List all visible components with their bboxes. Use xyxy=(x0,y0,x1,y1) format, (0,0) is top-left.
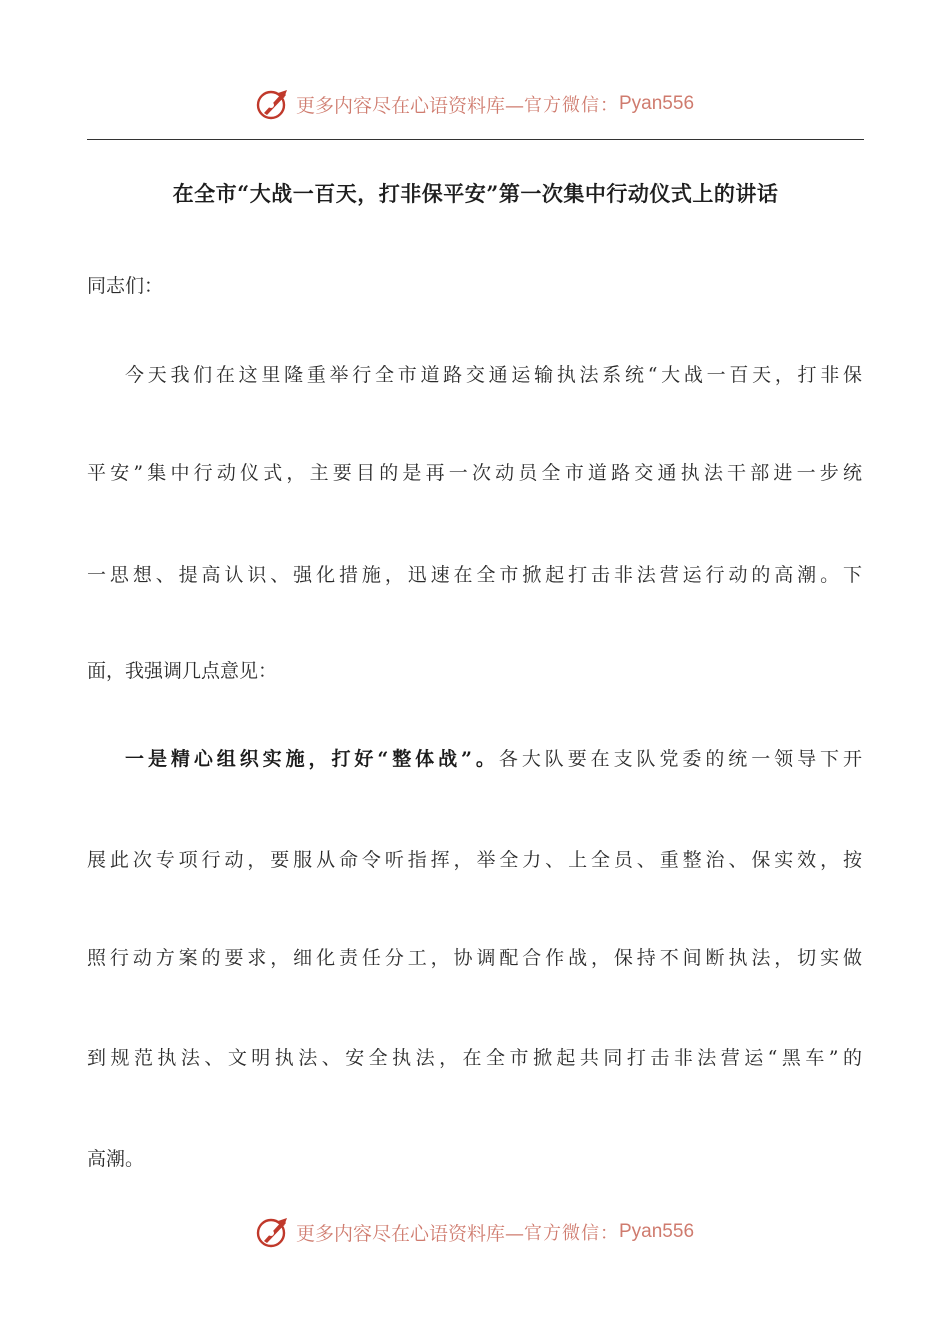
paragraph-line: 展此次专项行动，要服从命令听指挥，举全力、上全员、重整治、保实效，按 xyxy=(87,849,862,871)
paragraph-line: 平安”集中行动仪式，主要目的是再一次动员全市道路交通执法干部进一步统 xyxy=(87,462,862,484)
wechat-id: Pyan556 xyxy=(619,1221,695,1242)
document-title: 在全市“大战一百天，打非保平安”第一次集中行动仪式上的讲话 xyxy=(172,181,779,206)
wechat-label: 官方微信： xyxy=(524,95,619,116)
header-banner xyxy=(0,84,950,124)
point-one-heading: 一是精心组织实施，打好“整体战”。 xyxy=(125,748,499,770)
paragraph-line: 一思想、提高认识、强化措施，迅速在全市掀起打击非法营运行动的高潮。下 xyxy=(87,564,862,586)
footer-banner xyxy=(0,1212,950,1252)
paragraph-line: 到规范执法、文明执法、安全执法，在全市掀起共同打击非法营运“黑车”的 xyxy=(87,1047,862,1069)
header-divider xyxy=(87,139,864,140)
point-one-text: 各大队要在支队党委的统一领导下开 xyxy=(498,748,862,770)
salutation: 同志们： xyxy=(87,275,164,297)
paragraph-line: 照行动方案的要求，细化责任分工，协调配合作战，保持不间断执法，切实做 xyxy=(87,947,862,969)
wechat-id: Pyan556 xyxy=(619,93,695,114)
paragraph-line: 面，我强调几点意见： xyxy=(87,660,278,682)
paragraph-line: 今天我们在这里隆重举行全市道路交通运输执法系统“大战一百天，打非保 xyxy=(125,364,862,386)
banner-text: 更多内容尽在心语资料库— xyxy=(295,1222,524,1245)
quill-pen-seal-icon xyxy=(256,1215,290,1249)
paragraph-line: 高潮。 xyxy=(87,1148,145,1170)
point-one-first-line xyxy=(87,745,862,773)
banner-text: 更多内容尽在心语资料库— xyxy=(295,94,524,117)
quill-pen-seal-icon xyxy=(256,87,290,121)
wechat-label: 官方微信： xyxy=(524,1223,619,1244)
